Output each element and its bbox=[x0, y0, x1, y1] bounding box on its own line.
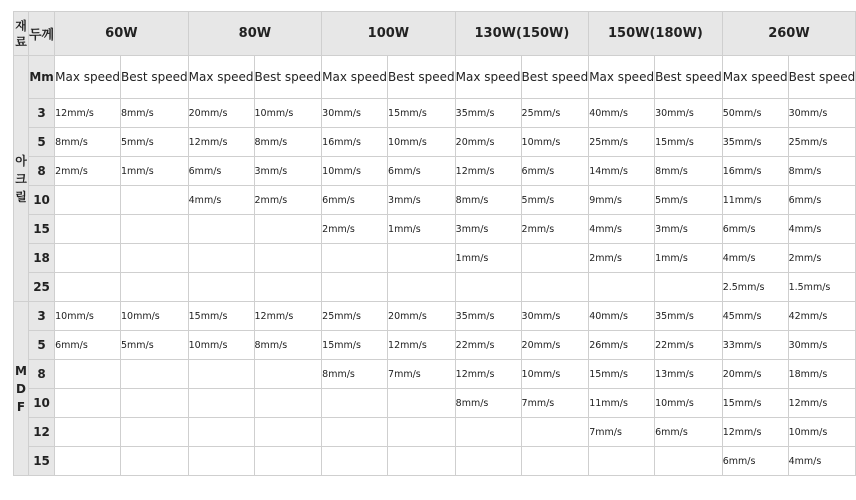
max-speed-cell: 11mm/s bbox=[722, 186, 788, 215]
max-speed-cell: 33mm/s bbox=[722, 331, 788, 360]
power-header-cell: 100W bbox=[322, 12, 456, 56]
table-row bbox=[14, 360, 856, 389]
best-speed-cell: 3mm/s bbox=[655, 215, 723, 244]
best-speed-cell: 5mm/s bbox=[121, 128, 189, 157]
best-speed-cell bbox=[121, 186, 189, 215]
max-speed-cell bbox=[188, 418, 254, 447]
best-speed-cell: 30mm/s bbox=[521, 302, 589, 331]
best-speed-header: Best speed bbox=[521, 56, 589, 99]
best-speed-cell bbox=[388, 418, 456, 447]
max-speed-cell bbox=[589, 447, 655, 476]
best-speed-cell: 10mm/s bbox=[788, 418, 856, 447]
header-row-speed bbox=[14, 56, 856, 99]
best-speed-cell: 1mm/s bbox=[388, 215, 456, 244]
table-row bbox=[14, 215, 856, 244]
best-speed-cell: 22mm/s bbox=[655, 331, 723, 360]
best-speed-cell bbox=[655, 447, 723, 476]
max-speed-cell: 15mm/s bbox=[589, 360, 655, 389]
max-speed-cell: 16mm/s bbox=[322, 128, 388, 157]
thickness-cell: 8 bbox=[29, 360, 55, 389]
thickness-cell: 5 bbox=[29, 128, 55, 157]
max-speed-cell: 2mm/s bbox=[322, 215, 388, 244]
best-speed-cell bbox=[254, 447, 322, 476]
best-speed-cell: 6mm/s bbox=[521, 157, 589, 186]
best-speed-cell: 7mm/s bbox=[521, 389, 589, 418]
best-speed-cell: 4mm/s bbox=[788, 215, 856, 244]
best-speed-cell: 13mm/s bbox=[655, 360, 723, 389]
best-speed-cell bbox=[521, 273, 589, 302]
best-speed-cell bbox=[388, 389, 456, 418]
table-row bbox=[14, 244, 856, 273]
best-speed-cell bbox=[121, 447, 189, 476]
best-speed-cell bbox=[655, 273, 723, 302]
max-speed-cell: 4mm/s bbox=[589, 215, 655, 244]
best-speed-cell: 20mm/s bbox=[388, 302, 456, 331]
material-header-cell bbox=[14, 12, 29, 56]
max-speed-header: Max speed bbox=[322, 56, 388, 99]
max-speed-cell: 8mm/s bbox=[55, 128, 121, 157]
max-speed-cell bbox=[55, 215, 121, 244]
max-speed-cell: 12mm/s bbox=[455, 360, 521, 389]
max-speed-header: Max speed bbox=[455, 56, 521, 99]
best-speed-cell bbox=[254, 244, 322, 273]
best-speed-cell: 1mm/s bbox=[655, 244, 723, 273]
best-speed-cell: 10mm/s bbox=[388, 128, 456, 157]
max-speed-cell: 6mm/s bbox=[55, 331, 121, 360]
best-speed-cell bbox=[121, 273, 189, 302]
thickness-cell: 10 bbox=[29, 186, 55, 215]
best-speed-cell: 4mm/s bbox=[788, 447, 856, 476]
max-speed-cell: 22mm/s bbox=[455, 331, 521, 360]
best-speed-cell bbox=[121, 418, 189, 447]
max-speed-cell: 20mm/s bbox=[188, 99, 254, 128]
thickness-cell: 10 bbox=[29, 389, 55, 418]
best-speed-cell: 6mm/s bbox=[388, 157, 456, 186]
best-speed-cell: 7mm/s bbox=[388, 360, 456, 389]
thickness-cell: 3 bbox=[29, 99, 55, 128]
max-speed-cell bbox=[322, 273, 388, 302]
max-speed-cell bbox=[55, 244, 121, 273]
max-speed-cell: 12mm/s bbox=[55, 99, 121, 128]
max-speed-cell: 3mm/s bbox=[455, 215, 521, 244]
table-row bbox=[14, 99, 856, 128]
best-speed-cell: 2mm/s bbox=[788, 244, 856, 273]
table-row bbox=[14, 302, 856, 331]
best-speed-cell bbox=[521, 418, 589, 447]
max-speed-cell: 8mm/s bbox=[455, 186, 521, 215]
max-speed-cell bbox=[55, 186, 121, 215]
power-header-cell: 60W bbox=[55, 12, 189, 56]
best-speed-cell: 5mm/s bbox=[655, 186, 723, 215]
max-speed-cell: 2.5mm/s bbox=[722, 273, 788, 302]
best-speed-cell: 8mm/s bbox=[655, 157, 723, 186]
max-speed-cell: 26mm/s bbox=[589, 331, 655, 360]
best-speed-cell bbox=[388, 447, 456, 476]
best-speed-header: Best speed bbox=[388, 56, 456, 99]
max-speed-cell bbox=[188, 389, 254, 418]
max-speed-cell: 15mm/s bbox=[722, 389, 788, 418]
max-speed-cell: 16mm/s bbox=[722, 157, 788, 186]
best-speed-cell: 8mm/s bbox=[788, 157, 856, 186]
max-speed-cell: 7mm/s bbox=[589, 418, 655, 447]
best-speed-header: Best speed bbox=[788, 56, 856, 99]
best-speed-cell: 30mm/s bbox=[655, 99, 723, 128]
best-speed-cell: 42mm/s bbox=[788, 302, 856, 331]
max-speed-cell: 35mm/s bbox=[455, 302, 521, 331]
best-speed-cell: 2mm/s bbox=[254, 186, 322, 215]
best-speed-cell: 18mm/s bbox=[788, 360, 856, 389]
best-speed-cell bbox=[254, 273, 322, 302]
best-speed-cell: 5mm/s bbox=[521, 186, 589, 215]
best-speed-cell: 10mm/s bbox=[655, 389, 723, 418]
power-header-cell: 130W(150W) bbox=[455, 12, 589, 56]
thickness-cell: 15 bbox=[29, 215, 55, 244]
thickness-cell: 3 bbox=[29, 302, 55, 331]
laser-speed-table bbox=[13, 11, 856, 476]
max-speed-cell bbox=[55, 273, 121, 302]
material-cell bbox=[14, 302, 29, 476]
max-speed-cell bbox=[455, 447, 521, 476]
best-speed-cell bbox=[521, 447, 589, 476]
max-speed-cell bbox=[322, 418, 388, 447]
best-speed-cell: 6mm/s bbox=[655, 418, 723, 447]
best-speed-cell: 30mm/s bbox=[788, 331, 856, 360]
thickness-cell: 15 bbox=[29, 447, 55, 476]
thickness-cell: 12 bbox=[29, 418, 55, 447]
table-row bbox=[14, 157, 856, 186]
thickness-cell: 18 bbox=[29, 244, 55, 273]
max-speed-cell: 6mm/s bbox=[722, 447, 788, 476]
max-speed-cell bbox=[188, 215, 254, 244]
best-speed-cell bbox=[254, 418, 322, 447]
max-speed-cell: 2mm/s bbox=[55, 157, 121, 186]
max-speed-cell: 50mm/s bbox=[722, 99, 788, 128]
max-speed-cell: 6mm/s bbox=[722, 215, 788, 244]
best-speed-cell: 3mm/s bbox=[254, 157, 322, 186]
max-speed-header: Max speed bbox=[188, 56, 254, 99]
best-speed-header: Best speed bbox=[121, 56, 189, 99]
best-speed-cell: 8mm/s bbox=[254, 128, 322, 157]
best-speed-cell: 25mm/s bbox=[521, 99, 589, 128]
best-speed-cell: 15mm/s bbox=[655, 128, 723, 157]
max-speed-cell bbox=[589, 273, 655, 302]
best-speed-cell bbox=[121, 389, 189, 418]
max-speed-cell: 20mm/s bbox=[455, 128, 521, 157]
material-header-label: 재료 bbox=[15, 18, 27, 49]
max-speed-cell: 45mm/s bbox=[722, 302, 788, 331]
best-speed-cell: 5mm/s bbox=[121, 331, 189, 360]
max-speed-cell: 14mm/s bbox=[589, 157, 655, 186]
max-speed-header: Max speed bbox=[589, 56, 655, 99]
best-speed-cell bbox=[388, 244, 456, 273]
max-speed-cell: 10mm/s bbox=[322, 157, 388, 186]
best-speed-cell: 6mm/s bbox=[788, 186, 856, 215]
max-speed-cell: 15mm/s bbox=[322, 331, 388, 360]
best-speed-cell: 30mm/s bbox=[788, 99, 856, 128]
best-speed-header: Best speed bbox=[655, 56, 723, 99]
material-label: MDF bbox=[15, 363, 27, 414]
table-row bbox=[14, 273, 856, 302]
max-speed-cell: 25mm/s bbox=[589, 128, 655, 157]
header-row-power bbox=[14, 12, 856, 56]
best-speed-cell: 35mm/s bbox=[655, 302, 723, 331]
best-speed-cell: 12mm/s bbox=[388, 331, 456, 360]
table-row bbox=[14, 418, 856, 447]
power-header-cell: 80W bbox=[188, 12, 322, 56]
max-speed-cell: 12mm/s bbox=[188, 128, 254, 157]
best-speed-cell: 12mm/s bbox=[254, 302, 322, 331]
max-speed-cell: 10mm/s bbox=[188, 331, 254, 360]
table-row bbox=[14, 331, 856, 360]
power-header-cell: 260W bbox=[722, 12, 856, 56]
best-speed-cell bbox=[521, 244, 589, 273]
best-speed-header: Best speed bbox=[254, 56, 322, 99]
max-speed-cell: 9mm/s bbox=[589, 186, 655, 215]
max-speed-cell bbox=[455, 273, 521, 302]
max-speed-header: Max speed bbox=[722, 56, 788, 99]
max-speed-cell bbox=[188, 360, 254, 389]
max-speed-cell: 6mm/s bbox=[188, 157, 254, 186]
max-speed-cell: 35mm/s bbox=[722, 128, 788, 157]
best-speed-cell: 10mm/s bbox=[121, 302, 189, 331]
best-speed-cell bbox=[254, 215, 322, 244]
max-speed-cell: 8mm/s bbox=[322, 360, 388, 389]
best-speed-cell: 3mm/s bbox=[388, 186, 456, 215]
best-speed-cell: 8mm/s bbox=[121, 99, 189, 128]
max-speed-cell bbox=[55, 360, 121, 389]
max-speed-cell: 40mm/s bbox=[589, 302, 655, 331]
best-speed-cell bbox=[121, 215, 189, 244]
max-speed-cell bbox=[55, 418, 121, 447]
max-speed-cell: 15mm/s bbox=[188, 302, 254, 331]
best-speed-cell bbox=[388, 273, 456, 302]
table-row bbox=[14, 389, 856, 418]
best-speed-cell bbox=[254, 389, 322, 418]
table-row bbox=[14, 447, 856, 476]
max-speed-cell: 4mm/s bbox=[722, 244, 788, 273]
max-speed-cell bbox=[188, 273, 254, 302]
best-speed-cell bbox=[254, 360, 322, 389]
max-speed-cell: 35mm/s bbox=[455, 99, 521, 128]
material-label: 아크릴 bbox=[15, 153, 27, 204]
max-speed-cell: 30mm/s bbox=[322, 99, 388, 128]
max-speed-header: Max speed bbox=[55, 56, 121, 99]
max-speed-cell bbox=[455, 418, 521, 447]
best-speed-cell: 8mm/s bbox=[254, 331, 322, 360]
table-row bbox=[14, 128, 856, 157]
best-speed-cell bbox=[121, 360, 189, 389]
thickness-header-cell: 두께 bbox=[29, 12, 55, 56]
best-speed-cell: 10mm/s bbox=[254, 99, 322, 128]
max-speed-cell: 4mm/s bbox=[188, 186, 254, 215]
max-speed-cell bbox=[322, 389, 388, 418]
max-speed-cell bbox=[188, 244, 254, 273]
best-speed-cell: 15mm/s bbox=[388, 99, 456, 128]
thickness-cell: 5 bbox=[29, 331, 55, 360]
max-speed-cell: 11mm/s bbox=[589, 389, 655, 418]
max-speed-cell: 8mm/s bbox=[455, 389, 521, 418]
max-speed-cell: 40mm/s bbox=[589, 99, 655, 128]
best-speed-cell bbox=[121, 244, 189, 273]
mm-header-cell: Mm bbox=[29, 56, 55, 99]
max-speed-cell: 12mm/s bbox=[722, 418, 788, 447]
best-speed-cell: 10mm/s bbox=[521, 360, 589, 389]
max-speed-cell bbox=[188, 447, 254, 476]
max-speed-cell bbox=[322, 447, 388, 476]
best-speed-cell: 1mm/s bbox=[121, 157, 189, 186]
max-speed-cell: 25mm/s bbox=[322, 302, 388, 331]
best-speed-cell: 25mm/s bbox=[788, 128, 856, 157]
power-header-cell: 150W(180W) bbox=[589, 12, 723, 56]
max-speed-cell: 10mm/s bbox=[55, 302, 121, 331]
max-speed-cell: 6mm/s bbox=[322, 186, 388, 215]
best-speed-cell: 12mm/s bbox=[788, 389, 856, 418]
max-speed-cell: 12mm/s bbox=[455, 157, 521, 186]
material-cell bbox=[14, 56, 29, 302]
max-speed-cell bbox=[55, 447, 121, 476]
best-speed-cell: 2mm/s bbox=[521, 215, 589, 244]
best-speed-cell: 20mm/s bbox=[521, 331, 589, 360]
max-speed-cell: 20mm/s bbox=[722, 360, 788, 389]
best-speed-cell: 1.5mm/s bbox=[788, 273, 856, 302]
max-speed-cell: 1mm/s bbox=[455, 244, 521, 273]
max-speed-cell: 2mm/s bbox=[589, 244, 655, 273]
max-speed-cell bbox=[55, 389, 121, 418]
thickness-cell: 8 bbox=[29, 157, 55, 186]
table-row bbox=[14, 186, 856, 215]
max-speed-cell bbox=[322, 244, 388, 273]
thickness-cell: 25 bbox=[29, 273, 55, 302]
best-speed-cell: 10mm/s bbox=[521, 128, 589, 157]
